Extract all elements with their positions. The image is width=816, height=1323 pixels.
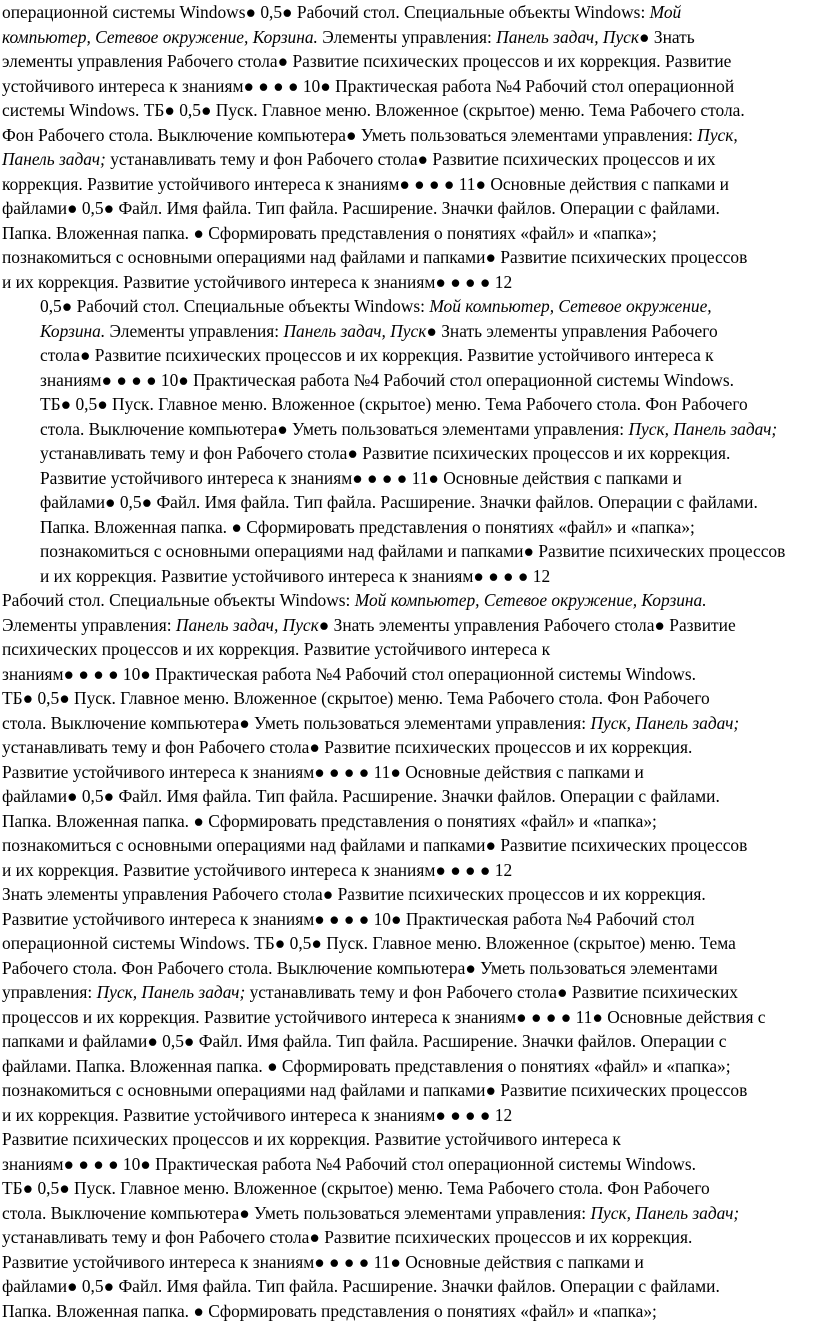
text-run: файлами● 0,5● Файл. Имя файла. Тип файла. Расширение. Значки файлов. Операции с файлами.: [40, 492, 758, 512]
text-run: ТБ● 0,5● Пуск. Главное меню. Вложенное (скрытое) меню. Тема Рабочего стола. Фон Рабочего: [40, 394, 748, 414]
text-run: знаниям● ● ● ● 10● Практическая работа №4 Рабочий стол операционной системы Windows.: [2, 664, 696, 684]
italic-text-run: Корзина.: [40, 321, 105, 341]
text-run: Элементы управления:: [105, 321, 283, 341]
text-run: устанавливать тему и фон Рабочего стола● Развитие психических: [245, 982, 738, 1002]
text-run: Развитие устойчивого интереса к знаниям● ● ● ● 11● Основные действия с папками и: [2, 1252, 644, 1272]
text-run: Папка. Вложенная папка. ● Сформировать представления о понятиях «файл» и «папка»;: [40, 517, 695, 537]
text-line: [2, 1005, 810, 1030]
text-run: ТБ● 0,5● Пуск. Главное меню. Вложенное (скрытое) меню. Тема Рабочего стола. Фон Рабочего: [2, 1178, 710, 1198]
text-run: ● Знать: [639, 27, 695, 47]
paragraph: [2, 0, 810, 294]
text-line: [2, 245, 810, 270]
text-run: Папка. Вложенная папка. ● Сформировать представления о понятиях «файл» и «папка»;: [2, 1301, 657, 1321]
text-run: Элементы управления:: [318, 27, 496, 47]
text-line: [2, 711, 810, 736]
paragraph: [2, 882, 810, 1127]
text-run: ● Знать элементы управления Рабочего: [426, 321, 717, 341]
text-run: Развитие устойчивого интереса к знаниям● ● ● ● 10● Практическая работа №4 Рабочий стол: [2, 909, 695, 929]
italic-text-run: Пуск, Панель задач;: [591, 713, 740, 733]
text-line: [2, 760, 810, 785]
text-line: [2, 735, 810, 760]
italic-text-run: Панель задач, Пуск: [496, 27, 639, 47]
text-line: [2, 980, 810, 1005]
text-line: [2, 147, 810, 172]
text-line: [2, 637, 810, 662]
text-run: познакомиться с основными операциями над файлами и папками● Развитие психических процессов: [2, 1080, 747, 1100]
text-run: Знать элементы управления Рабочего стола● Развитие психических процессов и их коррекция.: [2, 884, 706, 904]
italic-text-run: Пуск, Панель задач;: [629, 419, 778, 439]
text-line: [2, 662, 810, 687]
text-line: [2, 294, 810, 319]
text-line: [2, 539, 810, 564]
text-run: знаниям● ● ● ● 10● Практическая работа №4 Рабочий стол операционной системы Windows.: [40, 370, 734, 390]
text-run: папками и файлами● 0,5● Файл. Имя файла. Тип файла. Расширение. Значки файлов. Операции с: [2, 1031, 726, 1051]
text-run: и их коррекция. Развитие устойчивого интереса к знаниям● ● ● ● 12: [2, 860, 512, 880]
text-line: [2, 564, 810, 589]
text-line: [2, 441, 810, 466]
text-line: [2, 1029, 810, 1054]
text-line: [2, 907, 810, 932]
text-run: файлами. Папка. Вложенная папка. ● Сформировать представления о понятиях «файл» и «папка»;: [2, 1056, 731, 1076]
text-run: и их коррекция. Развитие устойчивого интереса к знаниям● ● ● ● 12: [2, 272, 512, 292]
text-run: познакомиться с основными операциями над файлами и папками● Развитие психических процессов: [2, 835, 747, 855]
text-line: [2, 490, 810, 515]
text-run: и их коррекция. Развитие устойчивого интереса к знаниям● ● ● ● 12: [40, 566, 550, 586]
text-run: психических процессов и их коррекция. Развитие устойчивого интереса к: [2, 639, 550, 659]
text-line: [2, 882, 810, 907]
text-run: управления:: [2, 982, 97, 1002]
text-line: [2, 74, 810, 99]
text-line: [2, 1176, 810, 1201]
text-line: [2, 1274, 810, 1299]
text-line: [2, 1152, 810, 1177]
text-run: операционной системы Windows. ТБ● 0,5● Пуск. Главное меню. Вложенное (скрытое) меню. Тема: [2, 933, 736, 953]
text-line: [2, 1250, 810, 1275]
text-line: [2, 123, 810, 148]
text-line: [2, 956, 810, 981]
text-line: [2, 368, 810, 393]
italic-text-run: компьютер, Сетевое окружение, Корзина.: [2, 27, 318, 47]
paragraph: [2, 294, 810, 588]
text-run: устанавливать тему и фон Рабочего стола● Развитие психических процессов и их: [106, 149, 716, 169]
text-line: [2, 858, 810, 883]
text-line: [2, 1299, 810, 1323]
text-run: Фон Рабочего стола. Выключение компьютера● Уметь пользоваться элементами управления:: [2, 125, 697, 145]
text-line: [2, 25, 810, 50]
text-line: [2, 1078, 810, 1103]
text-line: [2, 49, 810, 74]
text-line: [2, 784, 810, 809]
text-line: [2, 833, 810, 858]
text-line: [2, 172, 810, 197]
text-line: [2, 319, 810, 344]
text-run: процессов и их коррекция. Развитие устойчивого интереса к знаниям● ● ● ● 11● Основные действия с: [2, 1007, 766, 1027]
text-line: [2, 588, 810, 613]
text-run: стола. Выключение компьютера● Уметь пользоваться элементами управления:: [2, 713, 591, 733]
text-line: [2, 392, 810, 417]
text-run: Развитие устойчивого интереса к знаниям● ● ● ● 11● Основные действия с папками и: [2, 762, 644, 782]
text-line: [2, 221, 810, 246]
text-run: устанавливать тему и фон Рабочего стола● Развитие психических процессов и их коррекция.: [40, 443, 730, 463]
text-run: Развитие психических процессов и их коррекция. Развитие устойчивого интереса к: [2, 1129, 621, 1149]
text-line: [2, 1225, 810, 1250]
text-line: [2, 1054, 810, 1079]
text-run: файлами● 0,5● Файл. Имя файла. Тип файла. Расширение. Значки файлов. Операции с файлами.: [2, 1276, 720, 1296]
italic-text-run: Панель задач, Пуск: [176, 615, 319, 635]
text-line: [2, 466, 810, 491]
text-run: Развитие устойчивого интереса к знаниям● ● ● ● 11● Основные действия с папками и: [40, 468, 682, 488]
text-line: [2, 809, 810, 834]
text-line: [2, 686, 810, 711]
text-run: устанавливать тему и фон Рабочего стола● Развитие психических процессов и их коррекция.: [2, 737, 692, 757]
text-run: Папка. Вложенная папка. ● Сформировать представления о понятиях «файл» и «папка»;: [2, 223, 657, 243]
text-run: Элементы управления:: [2, 615, 176, 635]
italic-text-run: Пуск, Панель задач;: [97, 982, 246, 1002]
text-line: [2, 1127, 810, 1152]
text-line: [2, 931, 810, 956]
text-run: Рабочий стол. Специальные объекты Windows:: [2, 590, 355, 610]
text-line: [2, 613, 810, 638]
text-line: [2, 270, 810, 295]
text-run: коррекция. Развитие устойчивого интереса к знаниям● ● ● ● 11● Основные действия с папками и: [2, 174, 729, 194]
text-run: файлами● 0,5● Файл. Имя файла. Тип файла. Расширение. Значки файлов. Операции с файлами.: [2, 786, 720, 806]
paragraph: [2, 588, 810, 882]
text-run: познакомиться с основными операциями над файлами и папками● Развитие психических процессов: [40, 541, 785, 561]
text-run: стола. Выключение компьютера● Уметь пользоваться элементами управления:: [40, 419, 629, 439]
text-run: операционной системы Windows● 0,5● Рабочий стол. Специальные объекты Windows:: [2, 2, 650, 22]
text-run: и их коррекция. Развитие устойчивого интереса к знаниям● ● ● ● 12: [2, 1105, 512, 1125]
text-run: устанавливать тему и фон Рабочего стола● Развитие психических процессов и их коррекция.: [2, 1227, 692, 1247]
text-line: [2, 1201, 810, 1226]
italic-text-run: Мой компьютер, Сетевое окружение,: [429, 296, 711, 316]
paragraph: [2, 1127, 810, 1323]
text-line: [2, 1103, 810, 1128]
italic-text-run: Мой компьютер, Сетевое окружение, Корзина.: [355, 590, 707, 610]
text-run: элементы управления Рабочего стола● Развитие психических процессов и их коррекция. Развитие: [2, 51, 731, 71]
text-run: познакомиться с основными операциями над файлами и папками● Развитие психических процессов: [2, 247, 747, 267]
text-run: стола. Выключение компьютера● Уметь пользоваться элементами управления:: [2, 1203, 591, 1223]
text-line: [2, 0, 810, 25]
italic-text-run: Мой: [650, 2, 682, 22]
text-run: 0,5● Рабочий стол. Специальные объекты Windows:: [40, 296, 429, 316]
text-run: ТБ● 0,5● Пуск. Главное меню. Вложенное (скрытое) меню. Тема Рабочего стола. Фон Рабочего: [2, 688, 710, 708]
text-line: [2, 417, 810, 442]
text-line: [2, 98, 810, 123]
text-run: Рабочего стола. Фон Рабочего стола. Выключение компьютера● Уметь пользоваться элементами: [2, 958, 718, 978]
text-run: стола● Развитие психических процессов и их коррекция. Развитие устойчивого интереса к: [40, 345, 714, 365]
text-run: Папка. Вложенная папка. ● Сформировать представления о понятиях «файл» и «папка»;: [2, 811, 657, 831]
italic-text-run: Пуск,: [697, 125, 737, 145]
italic-text-run: Панель задач;: [2, 149, 106, 169]
italic-text-run: Пуск, Панель задач;: [591, 1203, 740, 1223]
text-run: системы Windows. ТБ● 0,5● Пуск. Главное меню. Вложенное (скрытое) меню. Тема Рабочего стола.: [2, 100, 745, 120]
text-run: устойчивого интереса к знаниям● ● ● ● 10● Практическая работа №4 Рабочий стол операционной: [2, 76, 734, 96]
text-line: [2, 343, 810, 368]
text-run: файлами● 0,5● Файл. Имя файла. Тип файла. Расширение. Значки файлов. Операции с файлами.: [2, 198, 720, 218]
text-line: [2, 196, 810, 221]
text-run: ● Знать элементы управления Рабочего стола● Развитие: [319, 615, 736, 635]
text-run: знаниям● ● ● ● 10● Практическая работа №4 Рабочий стол операционной системы Windows.: [2, 1154, 696, 1174]
text-line: [2, 515, 810, 540]
italic-text-run: Панель задач, Пуск: [283, 321, 426, 341]
